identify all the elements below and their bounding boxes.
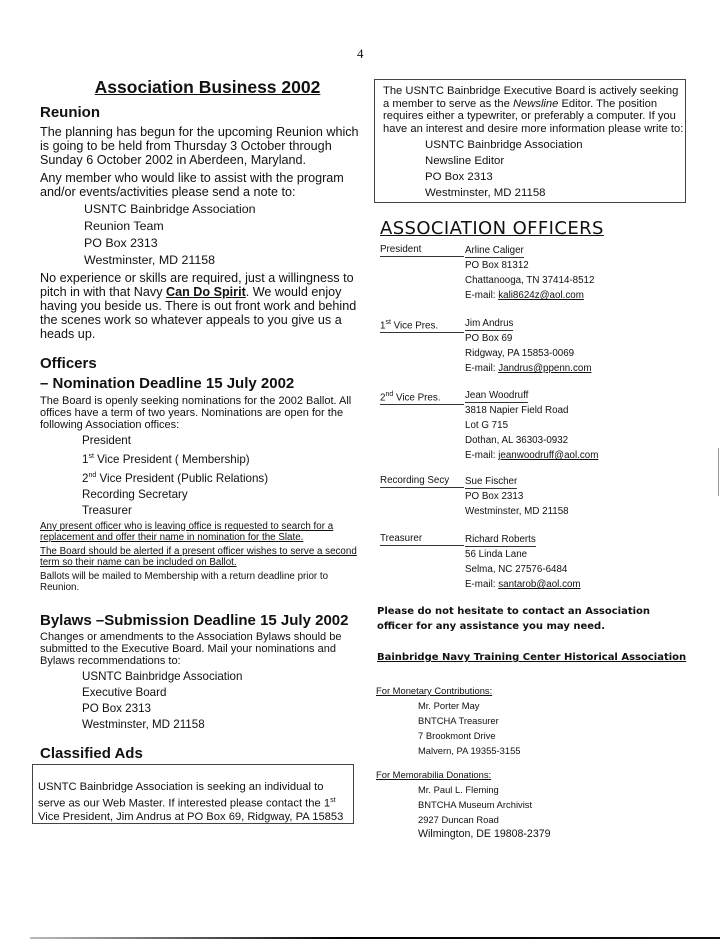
reunion-address	[40, 201, 365, 269]
officer-name: Sue Fischer	[465, 476, 518, 487]
role-label: Treasurer	[380, 533, 423, 544]
office-label: 2	[82, 471, 89, 485]
officer-email-row	[465, 448, 598, 463]
office-item	[82, 503, 365, 519]
address-line: Westminster, MD 21158	[84, 253, 216, 267]
ordinal-suffix: nd	[88, 471, 97, 479]
officer-role	[380, 474, 464, 488]
role-label: Recording Secy	[380, 475, 450, 486]
role-label: 2	[380, 392, 386, 404]
officer-address-line: Selma, NC 27576-6484	[465, 564, 568, 575]
can-do-spirit-emphasis: Can Do Spirit	[166, 285, 246, 299]
historical-association-title: Bainbridge Navy Training Center Historical Association	[377, 652, 687, 663]
bylaws-heading: Bylaws –Submission Deadline 15 July 2002	[40, 611, 349, 629]
address-line: Executive Board	[82, 685, 167, 699]
nomination-deadline-heading: – Nomination Deadline 15 July 2002	[40, 375, 295, 392]
classified-text-rest: Vice President, Jim Andrus at PO Box 69, Ridgway, PA 15853	[38, 810, 344, 823]
office-label: 1	[82, 452, 89, 466]
reunion-heading: Reunion	[40, 104, 100, 121]
address-line: Reunion Team	[84, 219, 164, 233]
role-label: President	[380, 244, 422, 255]
office-label-rest: Vice President (Public Relations)	[96, 471, 269, 485]
officer-address-line: Dothan, AL 36303-0932	[465, 435, 569, 446]
office-label-rest: Vice President ( Membership)	[93, 452, 250, 466]
officer-role	[380, 388, 464, 405]
contact-line: BNTCHA Treasurer	[418, 715, 499, 726]
officer-note-leaving: Any present officer who is leaving office is requested to search for a replacement and offer their name in nomination for the Slate.	[40, 520, 334, 544]
bylaws-para: Changes or amendments to the Association Bylaws should be submitted to the Executive Board. Mail your nominations and Bylaws recommendations to:	[40, 630, 342, 667]
scan-edge-mark	[718, 448, 719, 496]
ordinal-suffix: st	[385, 319, 391, 326]
reunion-para-3	[40, 271, 365, 341]
office-label: Recording Secretary	[82, 487, 188, 501]
classified-text: USNTC Bainbridge Association is seeking an individual to serve as our Web Master. If interested please contact the 1	[38, 781, 331, 810]
monetary-heading: For Monetary Contributions:	[376, 685, 493, 696]
editor-text-rest: Editor. The position requires either a typewriter, or preferably a computer. If you have an interest and desire more information please write to:	[383, 97, 684, 135]
office-item	[82, 468, 365, 487]
ordinal-suffix: st	[88, 453, 94, 460]
address-line: USNTC Bainbridge Association	[84, 202, 256, 216]
officer-address-line: Lot G 715	[465, 420, 509, 431]
address-line: Newsline Editor	[425, 155, 505, 167]
officer-details	[465, 388, 598, 463]
officer-address-line: Ridgway, PA 15853-0069	[465, 348, 575, 359]
ordinal-suffix: nd	[385, 391, 394, 398]
officer-name: Richard Roberts	[465, 534, 536, 545]
reunion-para-1: The planning has begun for the upcoming Reunion which is going to be held from Thursday 3 October through Sunday 6 October 2002 in Aberdeen, Maryland.	[40, 125, 359, 167]
officer-role	[380, 243, 464, 257]
officer-address-line: PO Box 81312	[465, 260, 529, 271]
left-column	[40, 70, 365, 762]
email-label: E-mail:	[465, 579, 499, 590]
contact-line: BNTCHA Museum Archivist	[418, 799, 533, 810]
editor-text: The USNTC Bainbridge Executive Board is actively seeking a member to serve as the	[383, 85, 679, 110]
email-label: E-mail:	[465, 363, 499, 374]
office-label: President	[82, 434, 131, 447]
ballot-note: Ballots will be mailed to Membership with a return deadline prior to Reunion.	[40, 570, 329, 594]
contact-note: Please do not hesitate to contact an Association officer for any assistance you may need.	[377, 606, 651, 632]
officer-role	[380, 316, 464, 333]
officer-name: Jim Andrus	[465, 318, 514, 329]
office-label: Treasurer	[82, 503, 132, 517]
reunion-para-3-end: . We would enjoy having you beside us. There is out front work and behind the scenes work so whatever appeals to you give us a heads up.	[40, 285, 357, 341]
classified-ad-box	[32, 764, 354, 824]
officer-address-line: Chattanooga, TN 37414-8512	[465, 275, 595, 286]
classified-heading: Classified Ads	[40, 744, 143, 762]
officer-email-link[interactable]: Jandrus@ppenn.com	[498, 363, 592, 374]
page-title: Association Business 2002	[94, 77, 321, 97]
officer-email-row	[465, 577, 581, 592]
officer-details	[465, 316, 592, 376]
offices-list	[40, 433, 365, 519]
newsline-editor-box	[374, 79, 686, 203]
officer-email-link[interactable]: santarob@aol.com	[498, 579, 581, 590]
office-item	[82, 449, 365, 468]
role-label: 1	[380, 320, 386, 332]
bylaws-address	[40, 669, 365, 733]
officer-role	[380, 532, 464, 546]
officer-address-line: Westminster, MD 21158	[465, 506, 569, 517]
officer-name: Arline Caliger	[465, 245, 524, 256]
address-line: USNTC Bainbridge Association	[425, 139, 583, 151]
officer-details	[465, 532, 581, 592]
address-line: Westminster, MD 21158	[425, 187, 546, 199]
contact-line: Malvern, PA 19355-3155	[418, 745, 521, 756]
ordinal-suffix: st	[330, 797, 336, 804]
contact-line: Mr. Porter May	[418, 700, 480, 711]
officer-email-row	[465, 361, 592, 376]
page-number: 4	[357, 46, 364, 61]
office-item	[82, 487, 365, 503]
newsline-emphasis: Newsline	[512, 97, 559, 110]
officer-address-line: PO Box 69	[465, 333, 513, 344]
role-label-rest: Vice Pres.	[393, 392, 441, 404]
bottom-rule	[30, 937, 720, 939]
officer-details	[465, 243, 594, 303]
association-officers-title: ASSOCIATION OFFICERS	[380, 218, 604, 239]
address-line: PO Box 2313	[82, 701, 151, 715]
contact-line: Mr. Paul L. Fleming	[418, 784, 499, 795]
memorabilia-donations	[376, 767, 551, 842]
office-item	[82, 433, 365, 449]
officer-details	[465, 474, 569, 519]
address-line: Westminster, MD 21158	[82, 717, 205, 731]
contact-line: 7 Brookmont Drive	[418, 730, 496, 741]
reunion-para-3-start: No experience or skills are required, just a willingness to pitch in with that Navy	[40, 271, 354, 299]
role-label-rest: Vice Pres.	[390, 320, 439, 332]
officer-note-second-term: The Board should be alerted if a present officer wishes to serve a second term so their name can be included on Ballot.	[40, 545, 357, 569]
officer-address-line: 56 Linda Lane	[465, 549, 528, 560]
monetary-contributions	[376, 683, 521, 758]
address-line: USNTC Bainbridge Association	[82, 669, 243, 683]
address-line: PO Box 2313	[425, 171, 493, 183]
officer-email-link[interactable]: jeanwoodruff@aol.com	[498, 450, 599, 461]
officer-email-link[interactable]: kali8624z@aol.com	[498, 290, 584, 301]
reunion-para-2: Any member who would like to assist with the program and/or events/activities please send a note to:	[40, 171, 344, 199]
officer-address-line: 3818 Napier Field Road	[465, 405, 569, 416]
email-label: E-mail:	[465, 450, 499, 461]
contact-line: Wilmington, DE 19808-2379	[418, 828, 551, 840]
address-line: PO Box 2313	[84, 236, 158, 250]
contact-line: 2927 Duncan Road	[418, 814, 499, 825]
officer-email-row	[465, 288, 594, 303]
officer-name: Jean Woodruff	[465, 390, 529, 401]
editor-notice	[383, 85, 685, 135]
email-label: E-mail:	[465, 290, 499, 301]
officers-heading: Officers	[40, 355, 97, 372]
memorabilia-heading: For Memorabilia Donations:	[376, 769, 492, 780]
editor-address	[383, 137, 685, 201]
officer-address-line: PO Box 2313	[465, 491, 524, 502]
officers-para: The Board is openly seeking nominations for the 2002 Ballot. All offices have a term of two years. Nominations are open for the following Association offices:	[40, 395, 352, 431]
